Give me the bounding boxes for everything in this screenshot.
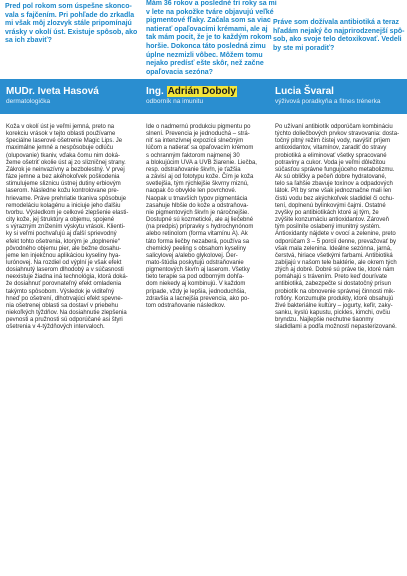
question-line: pigmentové fľaky. Začala som sa viac <box>146 17 271 25</box>
answer-line: látok. Pít by sme však jednoznačne mali len <box>275 188 392 195</box>
question-line: horšie. Dokonca táto posledná zimu <box>146 42 266 50</box>
answer-line: Dostupné sú kozmetické, ale aj liečebné <box>146 217 254 224</box>
question-2 <box>146 0 277 77</box>
answer-line: takýmto spôsobom. Výsledok je viditeľný <box>6 288 115 295</box>
answer-line: stimulujeme sliznicu ústnej dutiny erbiovým <box>6 181 121 188</box>
question-line: natierať opaľovacími krémami, ale aj <box>146 25 268 33</box>
expert-name: MUDr. Iveta Hasová <box>6 86 99 97</box>
answer-line: odporúčam 3 – 5 porcií denne, prevažovať by <box>275 238 396 245</box>
answer-column-1 <box>6 124 129 332</box>
answer-line: pomáhajú s trávením. Preto keď dourívate <box>275 274 388 281</box>
question-line: vala s fajčením. Pri pohľade do zrkadla <box>5 11 135 19</box>
answer-line: Naopak u tmavších typov pigmentácia <box>146 195 248 202</box>
answer-line: laserom. Následne kožu kontrolovane pre- <box>6 188 119 195</box>
answer-line: hneď po ošetrení, dlhotrvajúci efekt spevne- <box>6 295 123 302</box>
answer-line: nia ošetrenej oblasti sa dostaví v priebehu <box>6 302 119 309</box>
answer-line: jeme len injekčnou aplikáciou kyseliny hya- <box>6 252 121 259</box>
expert-role: dermatologička <box>6 98 51 105</box>
answer-line: s výrazným znížením výskytu vrások. Klienti- <box>6 224 126 231</box>
question-line: mi však môj zlozvyk stále pripomínajú <box>5 20 132 28</box>
answer-line: bryndzu. Najlepšie nechutne tiaonmy <box>275 317 374 324</box>
answer-line: lurónovej. Na rozdiel od výplní je však efekt <box>6 259 122 266</box>
answer-line: ošetrenia v 4-týždňových intervaloch. <box>6 324 105 331</box>
answer-line: chemický peeling s obsahom kyseliny <box>146 245 247 252</box>
answer-line: Antioxidanty nájdete v ovocí a zelenine, preto <box>275 231 396 238</box>
question-line: opaľovacia sezóna? <box>146 68 213 76</box>
question-line: Pred pol rokom som úspešne skonco- <box>5 3 132 10</box>
answer-line: Koža v okolí úst je veľmi jemná, preto na <box>6 124 115 130</box>
answer-line: živé bakteriálne kultúry – jogurty, kefír, zaky- <box>275 302 393 309</box>
answer-line: a závisí aj od fototypu kože. Čím je koža <box>146 174 254 181</box>
answer-line: city kože, jej štruktúry a objemu, spojené <box>6 217 115 224</box>
question-line: v lete na pokožke tváre objavujú veľké <box>146 8 274 16</box>
expert-role: odborník na imunitu <box>146 98 204 105</box>
answer-line: fáze jemne a bez akéhokoľvek poškodenia <box>6 174 120 181</box>
answer-column-2 <box>146 124 266 310</box>
answer-line: že dosiahnuť porovnateľný efekt omladenia <box>6 281 122 288</box>
answer-line: však mala zelenina. Ideálne sezónna, jarná, <box>275 245 392 252</box>
answer-line: sladidlami a podľa možností nepasterizované. <box>275 324 397 331</box>
answer-line: čerstvá, hiriace všetkými farbami. Antibiotiká <box>275 252 393 259</box>
answer-line: slnení. Prevencia je jednoduchá – strá- <box>146 131 250 138</box>
answer-line: salicylovej a/alebo glykolovej. Der- <box>146 252 238 259</box>
answer-line: hrievame. Práve prehriatie tkaniva spôsobuje <box>6 195 127 202</box>
answer-line: alebo retinolom (forma vitamínu A). Ak <box>146 231 248 238</box>
answer-line: probiotiká a eliminovať všetky spracované <box>275 152 387 159</box>
answer-line: pôvodného objemu pier, ale bežne dosahu- <box>6 245 122 252</box>
answer-line: maximálne jemné a nespôsobuje odlúču <box>6 145 114 152</box>
answer-line: ky si veľmi pochvaľujú aj ďalší sprievodný <box>6 231 117 238</box>
answer-line: tieto terapie sa pod odborným dohľa- <box>146 274 245 281</box>
expert-2 <box>146 86 237 106</box>
expert-role: výživová poradkyňa a fitnes trénerka <box>275 98 381 105</box>
answer-line: resp. odstraňovanie škvŕn, je ťažšia <box>146 166 241 173</box>
answer-line: a blokujúcim UVA a UVB žiarenie. Liečba, <box>146 159 257 166</box>
answer-line: súčasťou správne fungujúceho metabolizmu. <box>275 166 395 173</box>
answer-line: Po užívaní antibiotík odporúčam kombináciu <box>275 124 393 130</box>
answer-line: tení, doplnenú bylinkovými čajmi. Ostatné <box>275 202 386 209</box>
answer-line: dom niekedy aj kombinujú. V každom <box>146 281 246 288</box>
expert-name: Lucia Švaral <box>275 86 334 97</box>
answer-line: Zákrok je neinvazívny a bezbolestný. V prvej <box>6 166 125 173</box>
answer-line: prípade, vždy je lepšia, jednoduchšia, <box>146 288 247 295</box>
answer-line: antioxidantov, vitamínov, zaradiť do stravy <box>275 145 387 152</box>
answer-line: točný pitný režim čistej vody, navýšiť príjem <box>275 138 391 145</box>
question-line: by ste mi poradiť? <box>273 44 335 52</box>
answer-line: remodeláciu kolagénu a iniciuje jeho ďalšiu <box>6 202 121 209</box>
answer-line: týchto doliečbových prvkov stravovania: dosta- <box>275 131 400 138</box>
answer-column-3 <box>275 124 400 332</box>
answer-line: Ide o nadmernú produkciu pigmentu po <box>146 124 251 130</box>
answer-line: (na predpis) prípravky s hydrochynónom <box>146 224 254 231</box>
question-line: hľadám nejaký čo najprirodzenejší spô- <box>273 27 405 35</box>
answer-line: telo sa ľahšie zbavuje toxínov a odpadových <box>275 181 393 188</box>
answer-line: s ochranným faktorom najmenej 30 <box>146 152 240 159</box>
answer-line: (olupovanie) tkaniv, vďaka čomu nim doká- <box>6 152 120 159</box>
answer-line: korekciu vrások v tejto oblasti používame <box>6 131 116 138</box>
question-line: úplne nezmizli vôbec. Môžem tomu <box>146 51 263 59</box>
question-line: sa ich zbaviť? <box>5 37 52 45</box>
answer-line: zlých aj dobré. Dobré sú práve tie, ktoré nám <box>275 267 395 274</box>
answer-line: potraviny a cukor. Voda je veľmi dôležitou <box>275 159 386 166</box>
question-line: tak mám pocit, že je to každým rokom <box>146 34 272 42</box>
question-line: Práve som dožívala antibiotiká a teraz <box>273 19 400 26</box>
experts-band <box>0 79 407 114</box>
answer-line: špeciálne laserové ošetrenie Magic Lips. Je <box>6 138 123 145</box>
answer-line: zasahuje hlbšie do kože a odstraňova- <box>146 202 249 209</box>
answer-line: žeme ošetriť okolie úst aj zo slizničnej strany. <box>6 159 126 166</box>
answer-line: svetlejšia, tým rýchlejšie škvrny miznú, <box>146 181 249 188</box>
expert-3 <box>275 86 381 106</box>
question-1 <box>5 3 138 46</box>
answer-line: pigmentových škvŕn aj laserom. Všetky <box>146 267 250 274</box>
answer-line: lúčom a natierať sa opaľovacím krémom <box>146 145 254 152</box>
expert-1 <box>6 86 99 106</box>
question-line: Mám 36 rokov a posledné tri roky sa mi <box>146 0 277 7</box>
expert-name-prefix: Ing. <box>146 86 167 97</box>
answer-line: niekoľkých týždňov. Na dosiahnutie zlepšenia <box>6 310 127 317</box>
answer-line: roflóry. Konzumujte produkty, ktoré obsahujú <box>275 295 394 302</box>
answer-line: neexistuje žiadna iná technológia, ktorá doká- <box>6 274 128 281</box>
question-line: vrásky v okolí úst. Existuje spôsob, ako <box>5 28 138 36</box>
answer-line: tým posilníte oslabený imunitný systém. <box>275 224 381 231</box>
answer-line: čistú vodu bez akýchkoľvek sladidiel či ochu- <box>275 195 395 202</box>
answer-line: tvorbu. Výsledkom je celkové zlepšenie elasti- <box>6 209 129 216</box>
answer-line: sanku, kyslú kapustu, pickles, kimchi, ovčiu <box>275 310 391 317</box>
answer-line: Ak sú obličky a pečeň dobre hydratované, <box>275 174 387 181</box>
question-line: nejako predísť ešte skôr, než začne <box>146 60 264 68</box>
answer-line: zdravšia a lacnejšia prevencia, ako po- <box>146 295 250 302</box>
answer-line: zabíjajú v našom tele baktérie, ale okrem tých <box>275 259 397 266</box>
question-3 <box>273 19 405 53</box>
answer-line: zvýšite konzumáciu antioxidantov. Zároveň <box>275 217 389 224</box>
answer-line: zvyšky po antibiotikách ktoré aj tým, že <box>275 209 379 216</box>
highlighted-name: Adrián Doboly <box>167 86 236 97</box>
answer-line: dosiahnutý laserom dlhodobý a v súčasnosti <box>6 267 124 274</box>
answer-line: antibiotiká, zabezpečte si dostatočný prísun <box>275 281 392 288</box>
answer-line: mato-štúdia poskytujú odstraňovanie <box>146 259 244 266</box>
answer-line: nie pigmentových škvŕn je náročnejšie. <box>146 209 250 216</box>
answer-line: naopak čo obvykle len povrchové. <box>146 188 237 195</box>
answer-line: probiotík na obnovenie správnej činnosti mik- <box>275 288 396 295</box>
question-line: sob, ako svoje telo detoxikovať. Vedeli <box>273 36 402 44</box>
answer-line: efekt tohto ošetrenia, ktorým je „doplnenie“ <box>6 238 120 245</box>
answer-line: niť sa intenzívnej expozícii slnečným <box>146 138 244 145</box>
expert-name <box>146 86 237 98</box>
answer-line: táto forma liečby nezaberá, používa sa <box>146 238 250 245</box>
answer-line: pevnosti a pružnosti sú odporúčané asi štyri <box>6 317 123 324</box>
answer-line: tom odstraňovanie následkov. <box>146 302 226 309</box>
